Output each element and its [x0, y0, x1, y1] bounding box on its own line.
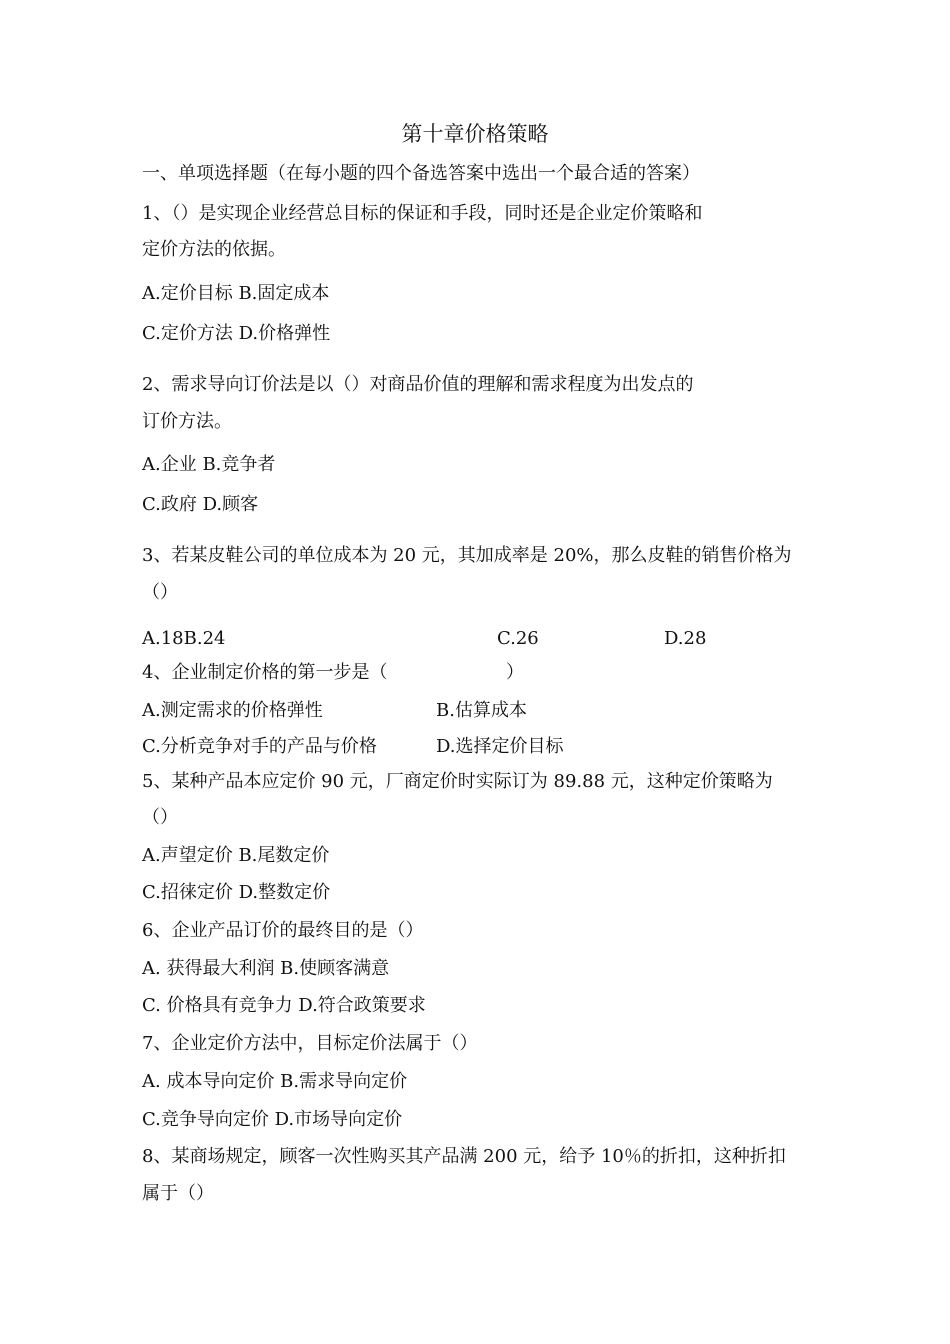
page-title: 第十章价格策略: [401, 122, 549, 146]
question-4-option-d: D.选择定价目标: [436, 736, 564, 757]
question-5-options-cd: C.招徕定价 D.整数定价: [142, 882, 331, 903]
question-8-stem-line1: 8、某商场规定，顾客一次性购买其产品满 200 元，给予 10％的折扣，这种折扣: [142, 1146, 786, 1167]
question-1-stem-line2: 定价方法的依据。: [142, 239, 286, 260]
question-6-options-ab: A. 获得最大利润 B.使顾客满意: [142, 958, 390, 979]
question-4-stem: 4、企业制定价格的第一步是（: [142, 662, 388, 683]
question-1-options-ab: A.定价目标 B.固定成本: [142, 283, 330, 304]
question-3-option-c: C.26: [497, 628, 539, 649]
question-4-option-b: B.估算成本: [436, 700, 527, 721]
question-5-stem-line1: 5、某种产品本应定价 90 元，厂商定价时实际订为 89.88 元，这种定价策略为: [142, 771, 773, 792]
question-7-stem: 7、企业定价方法中，目标定价法属于（）: [142, 1033, 478, 1054]
question-3-option-d: D.28: [664, 628, 707, 649]
question-1-options-cd: C.定价方法 D.价格弹性: [142, 323, 331, 344]
question-8-stem-line2: 属于（）: [142, 1183, 214, 1204]
question-3-option-ab: A.18B.24: [142, 628, 226, 649]
question-3-stem-line2: （）: [142, 582, 178, 603]
question-3-stem-line1: 3、若某皮鞋公司的单位成本为 20 元，其加成率是 20%，那么皮鞋的销售价格为: [142, 545, 792, 566]
question-6-options-cd: C. 价格具有竞争力 D.符合政策要求: [142, 995, 426, 1016]
question-2-stem-line2: 订价方法。: [142, 411, 232, 432]
question-7-options-ab: A. 成本导向定价 B.需求导向定价: [142, 1071, 408, 1092]
question-5-options-ab: A.声望定价 B.尾数定价: [142, 845, 330, 866]
question-2-options-ab: A.企业 B.竞争者: [142, 454, 276, 475]
question-4-stem-close: ）: [506, 662, 524, 683]
question-5-stem-line2: （）: [142, 807, 178, 828]
question-2-stem-line1: 2、需求导向订价法是以（）对商品价值的理解和需求程度为出发点的: [142, 374, 694, 395]
question-4-option-a: A.测定需求的价格弹性: [142, 700, 323, 721]
question-1-stem-line1: 1、（）是实现企业经营总目标的保证和手段，同时还是企业定价策略和: [142, 203, 703, 224]
section-heading: 一、单项选择题（在每小题的四个备选答案中选出一个最合适的答案）: [142, 163, 700, 184]
question-4-option-c: C.分析竞争对手的产品与价格: [142, 736, 377, 757]
question-7-options-cd: C.竞争导向定价 D.市场导向定价: [142, 1109, 403, 1130]
question-6-stem: 6、企业产品订价的最终目的是（）: [142, 920, 424, 941]
question-2-options-cd: C.政府 D.顾客: [142, 494, 259, 515]
